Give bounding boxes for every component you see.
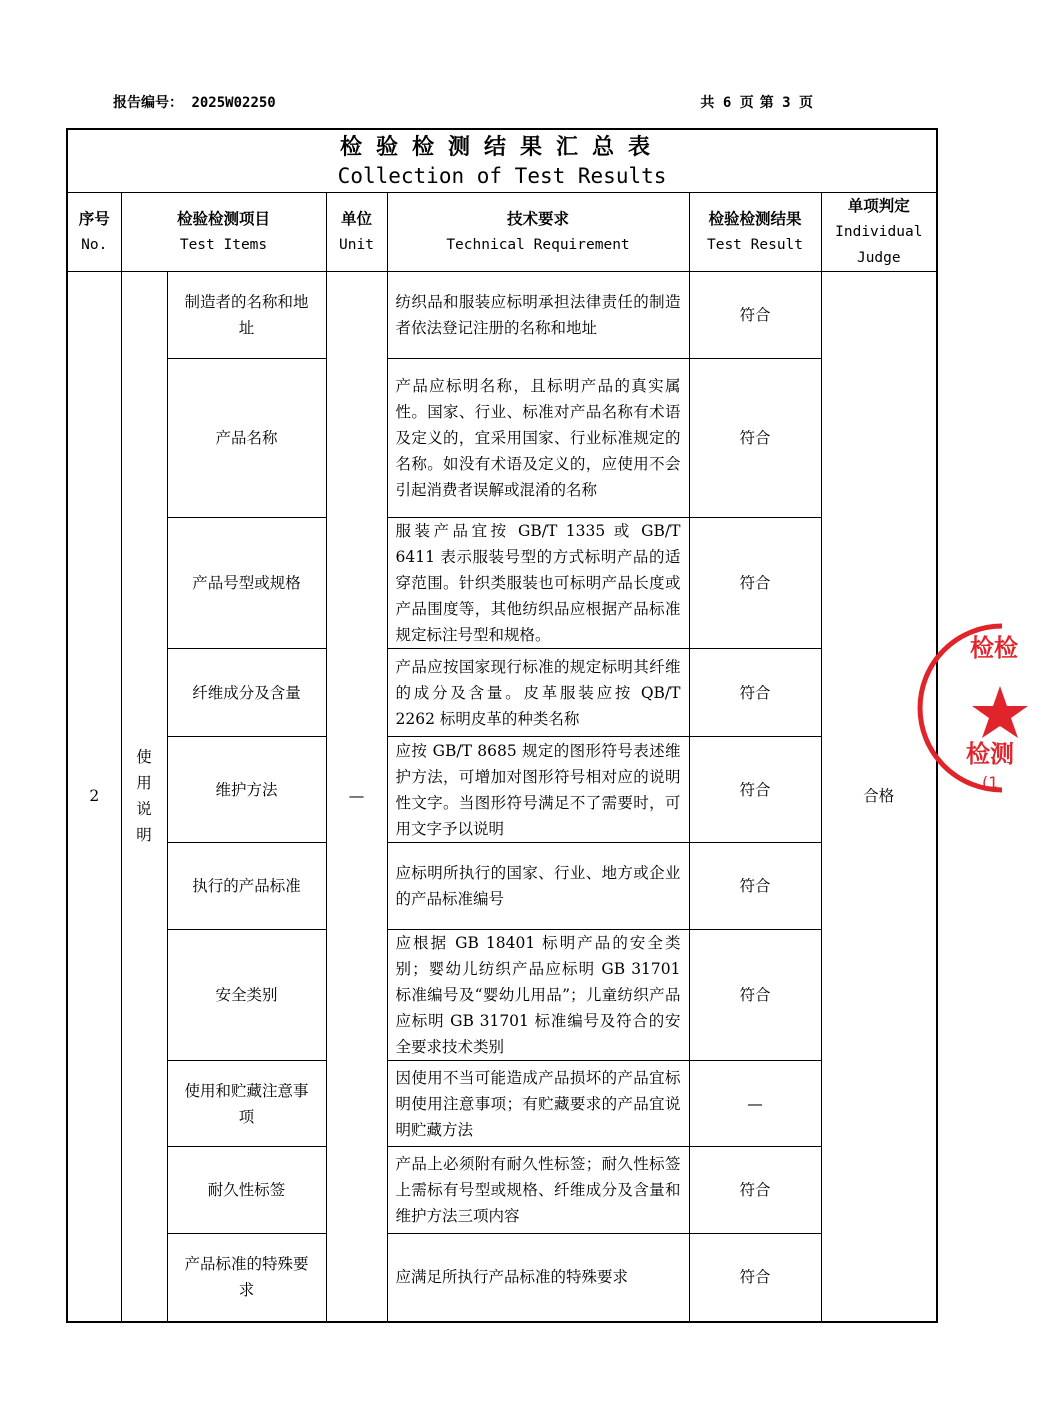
test-result: 符合 [689,843,821,930]
test-result: 符合 [689,930,821,1061]
table-row [67,1147,937,1234]
test-item: 制造者的名称和地址 [167,272,326,359]
unit-cell: — [326,272,387,1322]
current-page: 第 3 页 [759,95,813,111]
table-row [67,359,937,518]
col-header-requirement: 技术要求 Technical Requirement [387,193,689,272]
results-table [66,128,938,1323]
table-row [67,737,937,843]
test-result: 符合 [689,1234,821,1322]
test-result: — [689,1061,821,1147]
report-number-label: 报告编号： [113,95,183,111]
technical-requirement: 产品应按国家现行标准的规定标明其纤维的成分及含量。皮革服装应按 QB/T 2262 标明皮革的种类名称 [387,649,689,737]
test-item: 使用和贮藏注意事项 [167,1061,326,1147]
test-item: 安全类别 [167,930,326,1061]
technical-requirement: 纺织品和服装应标明承担法律责任的制造者依法登记注册的名称和地址 [387,272,689,359]
technical-requirement: 因使用不当可能造成产品损坏的产品宜标明使用注意事项；有贮藏要求的产品宜说明贮藏方法 [387,1061,689,1147]
col-header-no: 序号 No. [67,193,121,272]
table-row [67,1061,937,1147]
test-item: 耐久性标签 [167,1147,326,1234]
red-seal-stamp [962,614,1052,804]
test-item: 产品标准的特殊要求 [167,1234,326,1322]
test-result: 符合 [689,272,821,359]
technical-requirement: 应根据 GB 18401 标明产品的安全类别；婴幼儿纺织产品应标明 GB 31701 标准编号及“婴幼儿用品”；儿童纺织产品应标明 GB 31701 标准编号及符合的安全要求技术类别 [387,930,689,1061]
category-char: 使 [136,748,152,767]
test-item: 执行的产品标准 [167,843,326,930]
star-icon [972,686,1028,738]
technical-requirement: 产品上必须附有耐久性标签；耐久性标签上需标有号型或规格、纤维成分及含量和维护方法三项内容 [387,1147,689,1234]
total-pages: 共 6 页 [700,95,754,111]
seal-text-small: (1 [982,773,999,792]
table-row [67,930,937,1061]
test-result: 符合 [689,518,821,649]
test-result: 符合 [689,649,821,737]
seal-text-bottom: 检测 [966,740,1014,768]
test-result: 符合 [689,737,821,843]
test-item: 维护方法 [167,737,326,843]
technical-requirement: 服装产品宜按 GB/T 1335 或 GB/T 6411 表示服装号型的方式标明产品的适穿范围。针织类服装也可标明产品长度或产品围度等，其他纺织品应根据产品标准规定标注号型和规格。 [387,518,689,649]
col-header-test-items: 检验检测项目 Test Items [121,193,326,272]
table-row [67,1234,937,1322]
category-char: 说 [136,800,152,819]
table-row [67,843,937,930]
seal-text-top: 检检 [970,634,1018,662]
test-item: 产品号型或规格 [167,518,326,649]
table-row [67,272,937,359]
title-english: Collection of Test Results [337,164,667,188]
page-counter [694,92,813,112]
table-body [67,272,937,1322]
individual-judge: 合格 [821,272,937,1322]
test-result: 符合 [689,359,821,518]
test-result: 符合 [689,1147,821,1234]
report-number [113,92,276,112]
column-header-row [67,193,937,272]
category-char: 用 [136,774,152,793]
technical-requirement: 应满足所执行产品标准的特殊要求 [387,1234,689,1322]
test-item: 产品名称 [167,359,326,518]
col-header-judge: 单项判定 Individual Judge [821,193,937,272]
technical-requirement: 产品应标明名称，且标明产品的真实属性。国家、行业、标准对产品名称有术语及定义的，宜采用国家、行业标准规定的名称。如没有术语及定义的，应使用不会引起消费者误解或混淆的名称 [387,359,689,518]
technical-requirement: 应标明所执行的国家、行业、地方或企业的产品标准编号 [387,843,689,930]
page-header [113,92,813,112]
title-chinese: 检验检测结果汇总表 [340,134,665,160]
category-cell [121,272,167,1322]
category-char: 明 [136,826,152,845]
table-row [67,518,937,649]
test-item: 纤维成分及含量 [167,649,326,737]
technical-requirement: 应按 GB/T 8685 规定的图形符号表述维护方法，可增加对图形符号相对应的说明性文字。当图形符号满足不了需要时，可用文字予以说明 [387,737,689,843]
table-title [67,129,937,193]
row-number: 2 [67,272,121,1322]
report-number-value: 2025W02250 [191,95,276,111]
table-row [67,649,937,737]
col-header-unit: 单位 Unit [326,193,387,272]
col-header-result: 检验检测结果 Test Result [689,193,821,272]
